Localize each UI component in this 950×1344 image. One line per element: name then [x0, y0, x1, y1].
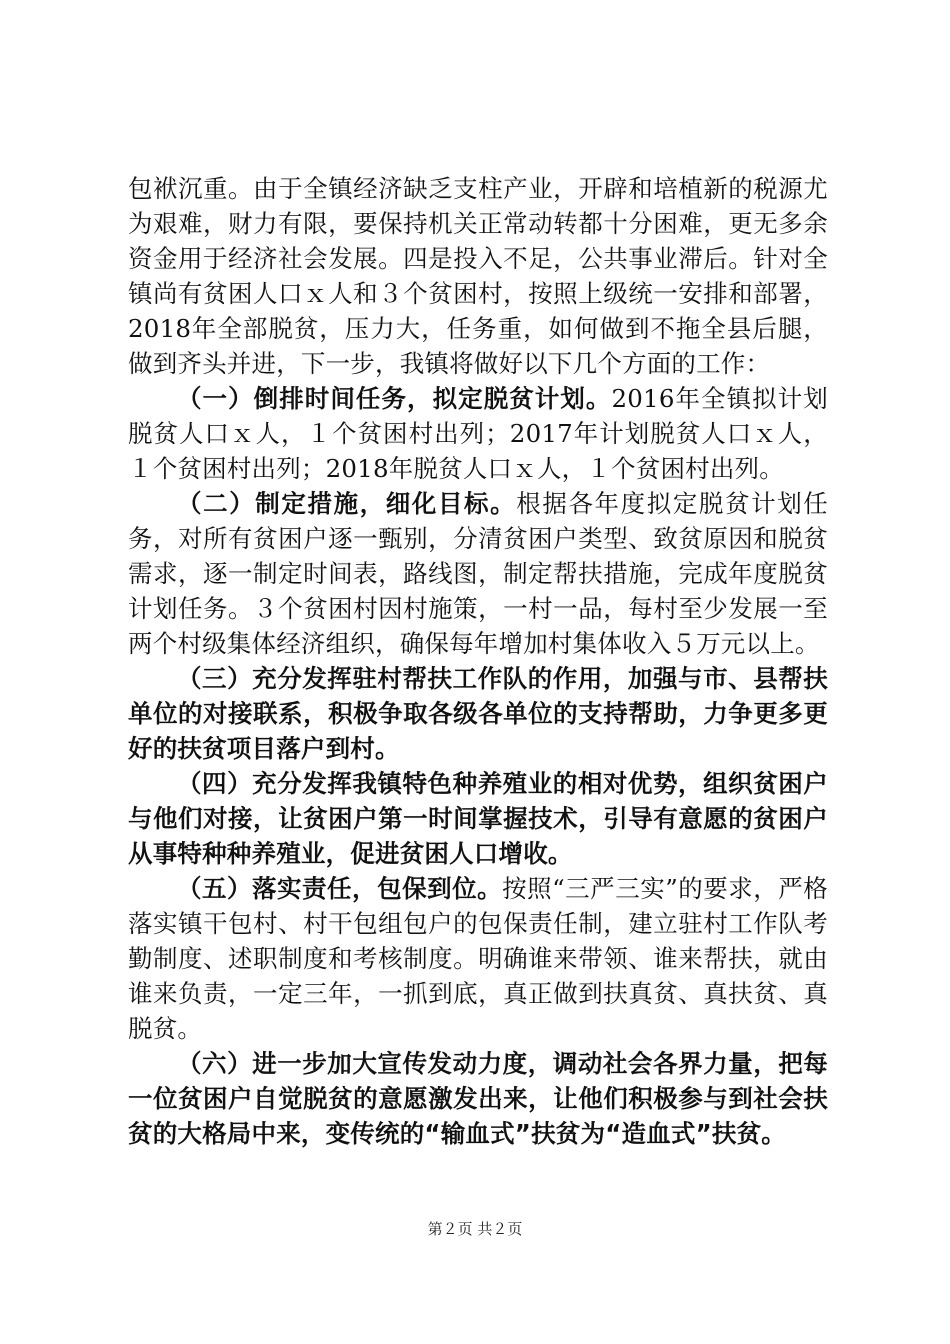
page-footer: 第２页 共２页: [427, 1220, 523, 1238]
item-text-1: 2016年全镇拟计划脱贫人口ｘ人，１个贫困村出列；2017年计划脱贫人口ｘ人，１个贫困村出列；2018年脱贫人口ｘ人，１个贫困村出列。: [128, 384, 828, 483]
document-body: [128, 171, 828, 1151]
item-paragraph-3: （三）充分发挥驻村帮扶工作队的作用，加强与市、县帮扶单位的对接联系，积极争取各级各单位的支持帮助，力争更多更好的扶贫项目落户到村。: [128, 664, 828, 763]
item-lead-5: （五）落实责任，包保到位。: [177, 874, 503, 903]
item-text-2: 根据各年度拟定脱贫计划任务，对所有贫困户逐一甄别，分清贫困户类型、致贫原因和脱贫需求，逐一制定时间表，路线图，制定帮扶措施，完成年度脱贫计划任务。３个贫困村因村施策，一村一品，每村至少发展一至两个村级集体经济组织，确保每年增加村集体收入５万元以上。: [128, 489, 828, 658]
item-paragraph-1: [128, 381, 828, 486]
item-paragraph-2: [128, 486, 828, 661]
item-paragraph-4: （四）充分发挥我镇特色种养殖业的相对优势，组织贫困户与他们对接，让贫困户第一时间掌握技术，引导有意愿的贫困户从事特种种养殖业，促进贫困人口增收。: [128, 769, 828, 868]
item-lead-2: （二）制定措施，细化目标。: [177, 489, 517, 518]
item-paragraph-5: [128, 871, 828, 1046]
item-paragraph-6: （六）进一步加大宣传发动力度，调动社会各界力量，把每一位贫困户自觉脱贫的意愿激发出来，让他们积极参与到社会扶贫的大格局中来，变传统的“输血式”扶贫为“造血式”扶贫。: [128, 1049, 828, 1148]
intro-paragraph: 包袱沉重。由于全镇经济缺乏支柱产业，开辟和培植新的税源尤为艰难，财力有限，要保持机关正常动转都十分困难，更无多余资金用于经济社会发展。四是投入不足，公共事业滞后。针对全镇尚有贫困人口ｘ人和３个贫困村，按照上级统一安排和部署，2018年全部脱贫，压力大，任务重，如何做到不拖全县后腿，做到齐头并进，下一步，我镇将做好以下几个方面的工作：: [128, 174, 828, 378]
item-text-5: 按照“三严三实”的要求，严格落实镇干包村、村干包组包户的包保责任制，建立驻村工作队考勤制度、述职制度和考核制度。明确谁来带领、谁来帮扶，就由谁来负责，一定三年，一抓到底，真正做到扶真贫、真扶贫、真脱贫。: [128, 874, 828, 1043]
item-lead-1: （一）倒排时间任务，拟定脱贫计划。: [177, 384, 612, 413]
